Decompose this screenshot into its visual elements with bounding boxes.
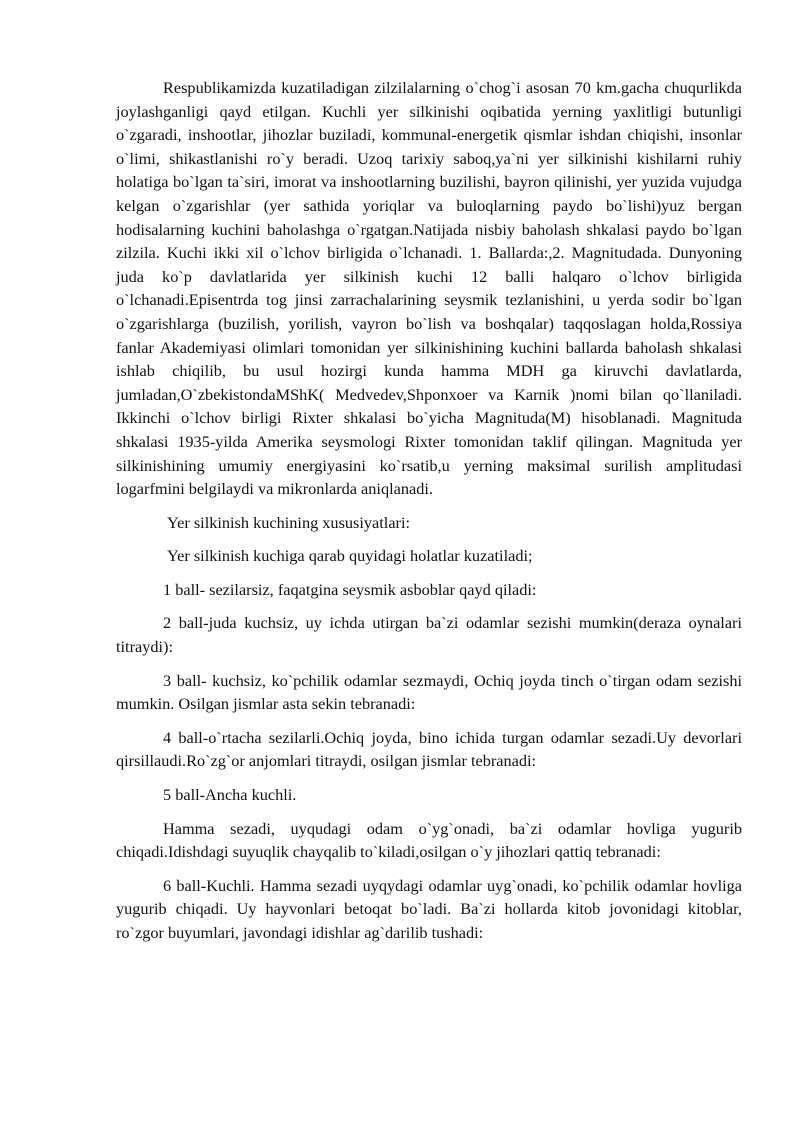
- scale-item-1-ball: 1 ball- sezilarsiz, faqatgina seysmik asboblar qayd qiladi:: [163, 579, 537, 599]
- scale-item-2-ball: 2 ball-juda kuchsiz, uy ichda utirgan ba`zi odamlar sezishi mumkin(deraza oynalari titraydi):: [116, 613, 742, 657]
- scale-item-5-ball-description: Hamma sezadi, uyqudagi odam o`yg`onadi, ba`zi odamlar hovliga yugurib chiqadi.Idishdagi suyuqlik chayqalib to`kiladi,osilgan o`y jihozlari qattiq tebranadi:: [116, 818, 742, 862]
- section-heading-characteristics: Yer silkinish kuchining xususiyatlari:: [167, 512, 411, 532]
- scale-item-4-ball: 4 ball-o`rtacha sezilarli.Ochiq joyda, bino ichida turgan odamlar sezadi.Uy devorlari qirsillaudi.Ro`zg`or anjomlari titraydi, osilgan jismlar tebranadi:: [116, 727, 742, 771]
- scale-item-5-ball: 5 ball-Ancha kuchli.: [163, 785, 297, 805]
- scale-item-6-ball: 6 ball-Kuchli. Hamma sezadi uyqydagi odamlar uyg`onadi, ko`pchilik odamlar hovliga yugurib chiqadi. Uy hayvonlari betoqat bo`ladi. Ba`zi hollarda kitob jovonidagi kitoblar, ro`zgor buyumlari, javondagi idishlar ag`darilib tushadi:: [116, 875, 742, 942]
- document-page: [116, 76, 742, 945]
- scale-item-3-ball: 3 ball- kuchsiz, ko`pchilik odamlar sezmaydi, Ochiq joyda tinch o`tirgan odam sezishi mumkin. Osilgan jismlar asta sekin tebranadi:: [116, 670, 742, 714]
- section-heading-observations: Yer silkinish kuchiga qarab quyidagi holatlar kuzatiladi;: [167, 546, 533, 566]
- intro-paragraph: Respublikamizda kuzatiladigan zilzilalarning o`chog`i asosan 70 km.gacha chuqurlikda joylashganligi qayd etilgan. Kuchli yer silkinishi oqibatida yerning yaxlitligi butunligi o`zgaradi, inshootlar, jihozlar buziladi, kommunal-energetik qismlar ishdan chiqishi, insonlar o`limi, shikastlanishi ro`y beradi. Uzoq tarixiy saboq,ya`ni yer silkinishi kishilarni ruhiy holatiga bo`lgan ta`siri, imorat va inshootlarning buzilishi, bayron qilinishi, yer yuzida vujudga kelgan o`zgarishlar (yer sathida yoriqlar va buloqlarning paydo bo`lishi)yuz bergan hodisalarning kuchini baholashga o`rgatgan.Natijada nisbiy baholash shkalasi paydo bo`lgan zilzila. Kuchi ikki xil o`lchov birligida o`lchanadi. 1. Ballarda:,2. Magnitudada. Dunyoning juda ko`p davlatlarida yer silkinish kuchi 12 balli halqaro o`lchov birligida o`lchanadi.Episentrda tog jinsi zarrachalarining seysmik tezlanishini, u yerda sodir bo`lgan o`zgarishlarga (buzilish, yorilish, vayron bo`lish va boshqalar) taqqoslagan holda,Rossiya fanlar Akademiyasi olimlari tomonidan yer silkinishining kuchini ballarda baholash shkalasi ishlab chiqilib, bu usul hozirgi kunda hamma MDH ga kiruvchi davlatlarda, jumladan,O`zbekistondaMShK( Medvedev,Shponxoer va Karnik )nomi bilan qo`llaniladi. Ikkinchi o`lchov birligi Rixter shkalasi bo`yicha Magnituda(M) hisoblanadi. Magnituda shkalasi 1935-yilda Amerika seysmologi Rixter tomonidan taklif qilingan. Magnituda yer silkinishining umumiy energiyasini ko`rsatib,u yerning maksimal surilish amplitudasi logarfmini belgilaydi va mikronlarda aniqlanadi.: [116, 78, 742, 499]
